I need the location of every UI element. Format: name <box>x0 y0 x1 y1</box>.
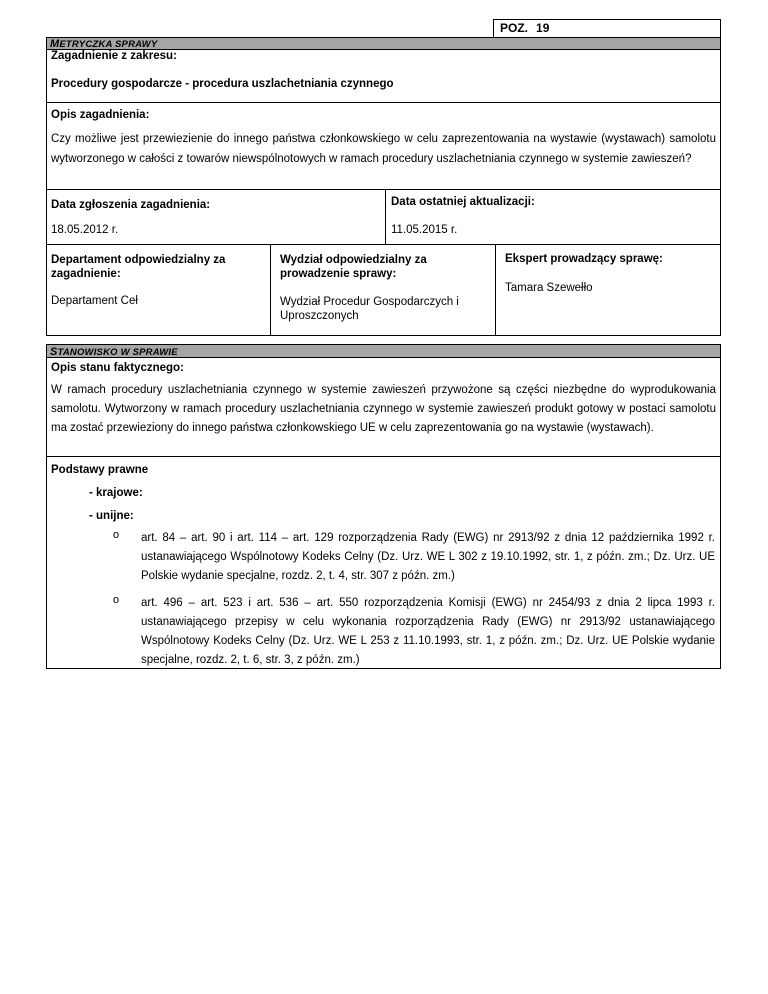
list-item <box>113 594 715 670</box>
data-zgloszenia-label: Data zgłoszenia zagadnienia: <box>51 199 211 211</box>
data-aktualizacji-value: 11.05.2015 r. <box>391 224 458 236</box>
bullet-icon: o <box>113 594 120 606</box>
metryczka-header-text: ETRYCZKA SPRAWY <box>59 39 158 50</box>
podstawy-prawne-section <box>46 456 721 669</box>
wydzial-value: Wydział Procedur Gospodarczych i Uproszczonych <box>280 296 459 322</box>
ekspert-value: Tamara Szewełło <box>505 282 593 294</box>
zagadnienie-value: Procedury gospodarcze - procedura uszlachetniania czynnego <box>51 78 394 90</box>
bullet-icon: o <box>113 529 120 541</box>
metryczka-header-cap: M <box>50 38 60 50</box>
zagadnienie-section <box>46 49 721 103</box>
wydzial-cell <box>270 244 496 336</box>
list-item <box>113 529 715 589</box>
opis-zagadnienia-section <box>46 102 721 190</box>
opis-stanu-text: W ramach procedury uszlachetniania czynnego w systemie zawieszeń przywożone są części niezbędne do wyprodukowania samolotu. Wytworzony w ramach procedury uszlachetniania czynnego w systemie zawieszeń produkt gotowy w postaci samolotu ma zostać przewieziony do innego państwa członkowskiego UE w celu zaprezentowania go na wystawie (wystawach). <box>51 384 716 434</box>
list-item-text: art. 496 – art. 523 i art. 536 – art. 550 rozporządzenia Komisji (EWG) nr 2454/93 z dnia 2 lipca 1993 r. ustanawiającego przepisy w celu wykonania rozporządzenia Rady (EWG) nr 2913/92 ustanawiającego Wspólnotowy Kodeks Celny (Dz. Urz. WE L 253 z 11.10.1993, str. 1, z późn. zm.; Dz. Urz. UE Polskie wydanie specjalne, rozdz. 2, t. 6, str. 3, z późn. zm.) <box>141 597 715 666</box>
departament-label: Departament odpowiedzialny za zagadnienie: <box>51 254 226 280</box>
opis-zagadnienia-text: Czy możliwe jest przewiezienie do innego państwa członkowskiego w celu zaprezentowania na wystawie (wystawach) samolotu wytworzonego w całości z towarów niewspólnotowych w ramach procedury uszlachetniania czynnego w systemie zawieszeń? <box>51 133 716 165</box>
krajowe-label: - krajowe: <box>89 487 143 499</box>
position-number-box <box>493 19 721 37</box>
data-zgloszenia-value: 18.05.2012 r. <box>51 224 119 236</box>
data-zgloszenia-cell <box>46 189 386 245</box>
opis-stanu-section <box>46 357 721 457</box>
data-aktualizacji-cell <box>385 189 721 245</box>
wydzial-label: Wydział odpowiedzialny za prowadzenie sprawy: <box>280 254 427 280</box>
unijne-label: - unijne: <box>89 510 134 522</box>
departament-value: Departament Ceł <box>51 295 138 307</box>
ekspert-cell <box>495 244 721 336</box>
poz-label: POZ. <box>500 21 529 35</box>
list-item-text: art. 84 – art. 90 i art. 114 – art. 129 rozporządzenia Rady (EWG) nr 2913/92 z dnia 12 października 1992 r. ustanawiającego Wspólnotowy Kodeks Celny (Dz. Urz. WE L 302 z 19.10.1992, str. 1, z późn. zm.; Dz. Urz. UE Polskie wydanie specjalne, rozdz. 2, t. 4, str. 307 z późn. zm.) <box>141 532 715 582</box>
poz-number: 19 <box>536 21 550 35</box>
zagadnienie-label: Zagadnienie z zakresu: <box>51 50 177 62</box>
stanowisko-header-cap: S <box>50 346 58 358</box>
data-aktualizacji-label: Data ostatniej aktualizacji: <box>391 196 535 208</box>
stanowisko-header <box>46 344 721 358</box>
departament-cell <box>46 244 271 336</box>
podstawy-prawne-label: Podstawy prawne <box>51 464 149 476</box>
opis-zagadnienia-label: Opis zagadnienia: <box>51 109 150 121</box>
ekspert-label: Ekspert prowadzący sprawę: <box>505 253 663 265</box>
stanowisko-header-text: TANOWISKO W SPRAWIE <box>57 347 178 358</box>
opis-stanu-label: Opis stanu faktycznego: <box>51 362 184 374</box>
